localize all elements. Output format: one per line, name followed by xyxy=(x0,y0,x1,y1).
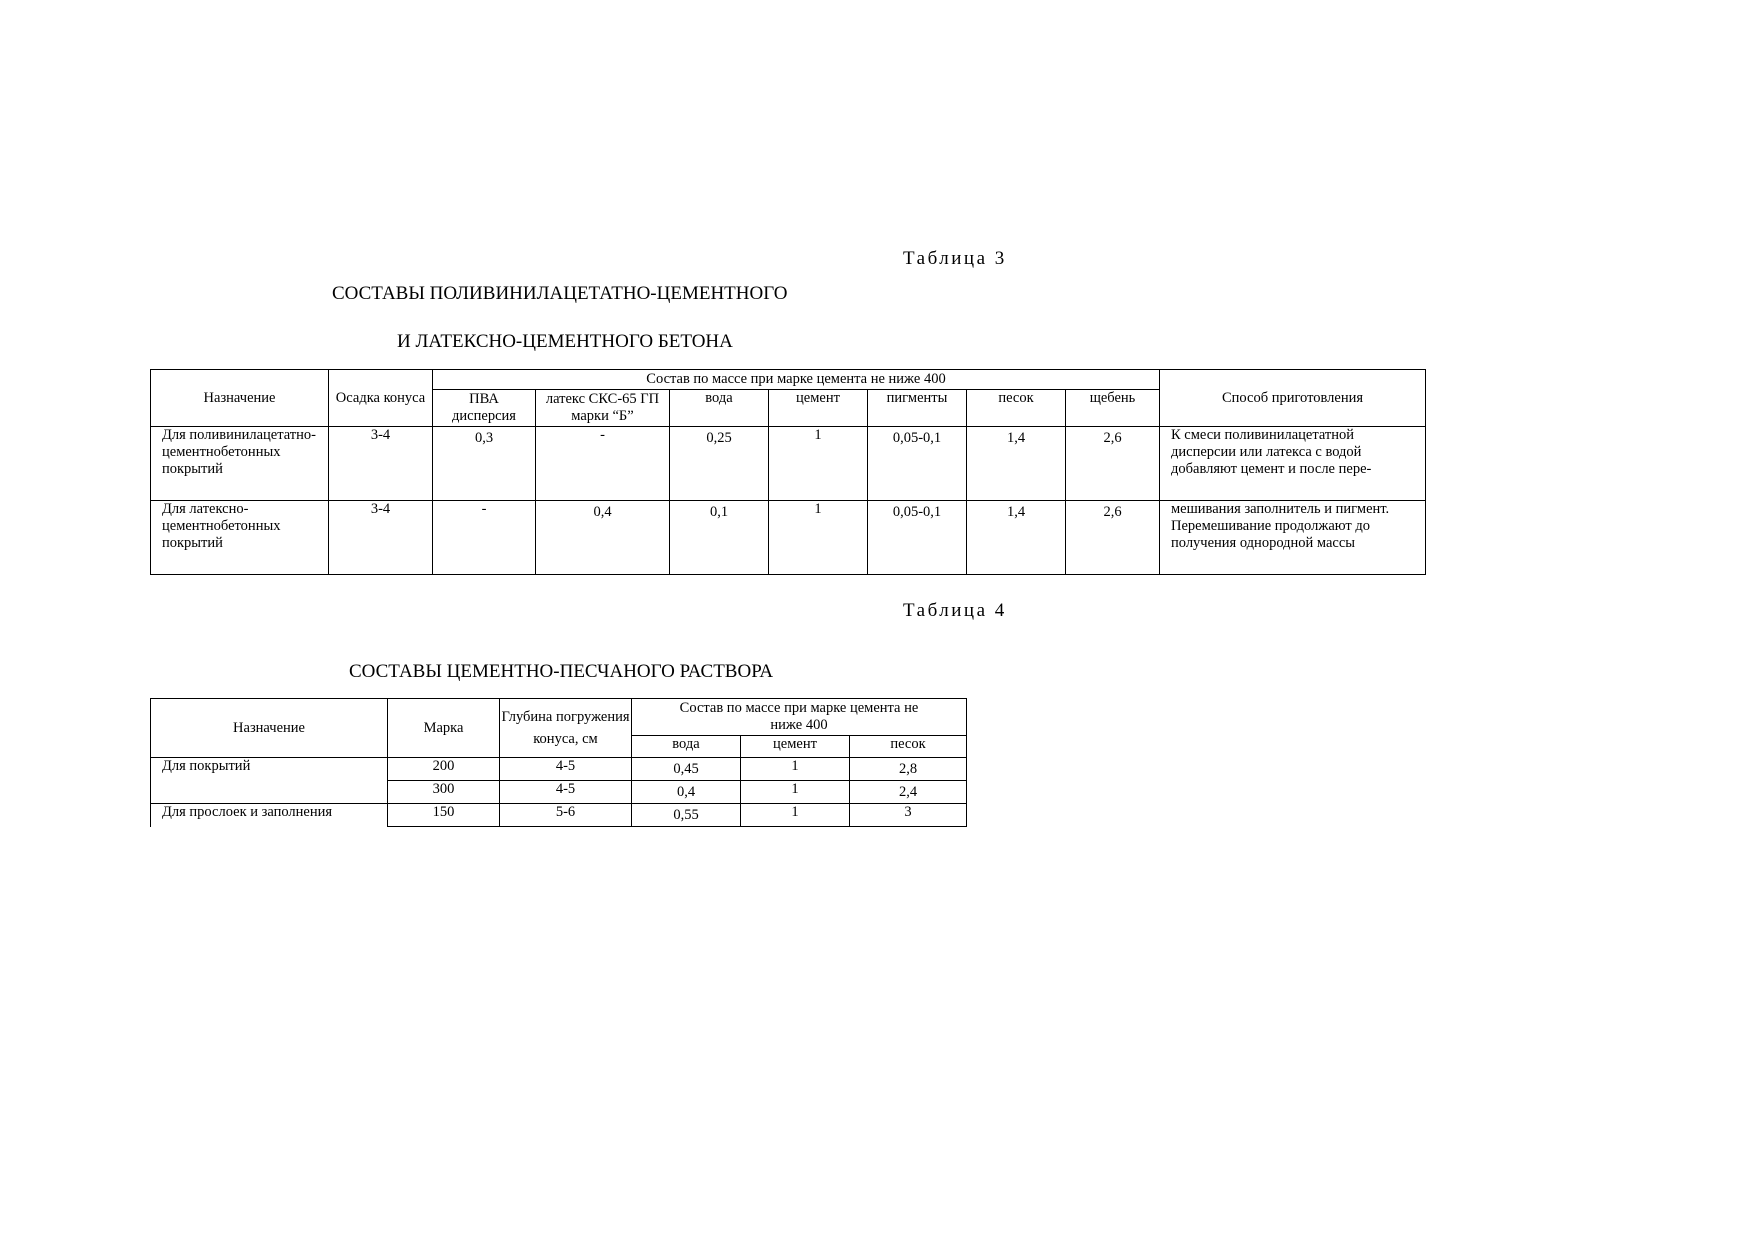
t4-cell-sand: 2,8 xyxy=(850,758,967,781)
t3-header-method: Способ приготовления xyxy=(1160,370,1426,427)
t4-header-grade: Марка xyxy=(388,699,500,758)
t3-cell-gravel: 2,6 xyxy=(1066,501,1160,575)
t4-cell-water: 0,45 xyxy=(632,758,741,781)
table3-title-line1: СОСТАВЫ ПОЛИВИНИЛАЦЕТАТНО-ЦЕМЕНТНОГО xyxy=(332,283,788,304)
t3-cell-purpose: Для поливинилацетатно-цементнобетонных покрытий xyxy=(151,427,329,501)
t4-header-water: вода xyxy=(632,736,741,758)
t4-cell-depth: 5-6 xyxy=(500,804,632,827)
t4-header-sand: песок xyxy=(850,736,967,758)
t4-cell-grade: 300 xyxy=(388,781,500,804)
t4-cell-purpose: Для покрытий xyxy=(151,758,388,781)
table4-title: СОСТАВЫ ЦЕМЕНТНО-ПЕСЧАНОГО РАСТВОРА xyxy=(349,661,774,682)
table4 xyxy=(150,698,967,827)
t3-cell-water: 0,25 xyxy=(670,427,769,501)
table3-caption: Таблица 3 xyxy=(903,248,1007,269)
t4-cell-cement: 1 xyxy=(741,758,850,781)
t4-cell-water: 0,55 xyxy=(632,804,741,827)
table4-caption: Таблица 4 xyxy=(903,600,1007,621)
t3-cell-pva: 0,3 xyxy=(433,427,536,501)
table-row xyxy=(151,501,1426,575)
t4-cell-grade: 200 xyxy=(388,758,500,781)
t4-cell-purpose: Для прослоек и заполнения xyxy=(151,804,388,827)
t3-cell-cement: 1 xyxy=(769,501,868,575)
t4-cell-sand: 2,4 xyxy=(850,781,967,804)
t3-cell-pigments: 0,05-0,1 xyxy=(868,501,967,575)
t3-header-water: вода xyxy=(670,390,769,427)
table-row xyxy=(151,781,967,804)
t3-cell-latex: - xyxy=(536,427,670,501)
table3 xyxy=(150,369,1426,575)
t4-header-depth xyxy=(500,699,632,758)
t3-cell-sand: 1,4 xyxy=(967,501,1066,575)
t3-header-pva: ПВА дисперсия xyxy=(433,390,536,427)
t3-cell-cement: 1 xyxy=(769,427,868,501)
t3-cell-pigments: 0,05-0,1 xyxy=(868,427,967,501)
table-row xyxy=(151,427,1426,501)
t3-cell-purpose: Для латексно-цементнобетонных покрытий xyxy=(151,501,329,575)
t4-header-composition: Состав по массе при марке цемента не ниже 400 xyxy=(632,699,967,736)
t4-cell-cement: 1 xyxy=(741,804,850,827)
t4-cell-purpose xyxy=(151,781,388,804)
t4-cell-grade: 150 xyxy=(388,804,500,827)
t3-cell-water: 0,1 xyxy=(670,501,769,575)
table-row xyxy=(151,804,967,827)
t3-header-pigments: пигменты xyxy=(868,390,967,427)
t3-cell-slump: 3-4 xyxy=(329,427,433,501)
t4-cell-depth: 4-5 xyxy=(500,781,632,804)
t4-header-cement: цемент xyxy=(741,736,850,758)
table-row xyxy=(151,758,967,781)
t3-cell-pva: - xyxy=(433,501,536,575)
t4-header-depth-label: Глубина погружения xyxy=(501,708,630,725)
t3-header-composition: Состав по массе при марке цемента не ниже 400 xyxy=(433,370,1160,390)
t3-cell-sand: 1,4 xyxy=(967,427,1066,501)
t3-cell-gravel: 2,6 xyxy=(1066,427,1160,501)
t4-header-depth-unit: конуса, см xyxy=(533,730,598,747)
table3-title-line2: И ЛАТЕКСНО-ЦЕМЕНТНОГО БЕТОНА xyxy=(397,331,733,352)
t3-header-sand: песок xyxy=(967,390,1066,427)
t3-cell-method: мешивания заполнитель и пигмент. Перемешивание продолжают до получения однородной массы xyxy=(1160,501,1426,575)
t3-header-latex: латекс СКС-65 ГП марки “Б” xyxy=(536,390,670,427)
t3-header-purpose: Назначение xyxy=(151,370,329,427)
t4-cell-cement: 1 xyxy=(741,781,850,804)
t3-header-cement: цемент xyxy=(769,390,868,427)
t4-cell-sand: 3 xyxy=(850,804,967,827)
t3-cell-method: К смеси поливинилацетатной дисперсии или латекса с водой добавляют цемент и после пере- xyxy=(1160,427,1426,501)
t3-cell-latex: 0,4 xyxy=(536,501,670,575)
t4-header-purpose: Назначение xyxy=(151,699,388,758)
t3-cell-slump: 3-4 xyxy=(329,501,433,575)
t4-cell-water: 0,4 xyxy=(632,781,741,804)
t4-cell-depth: 4-5 xyxy=(500,758,632,781)
t3-header-slump: Осадка конуса xyxy=(329,370,433,427)
t3-header-gravel: щебень xyxy=(1066,390,1160,427)
